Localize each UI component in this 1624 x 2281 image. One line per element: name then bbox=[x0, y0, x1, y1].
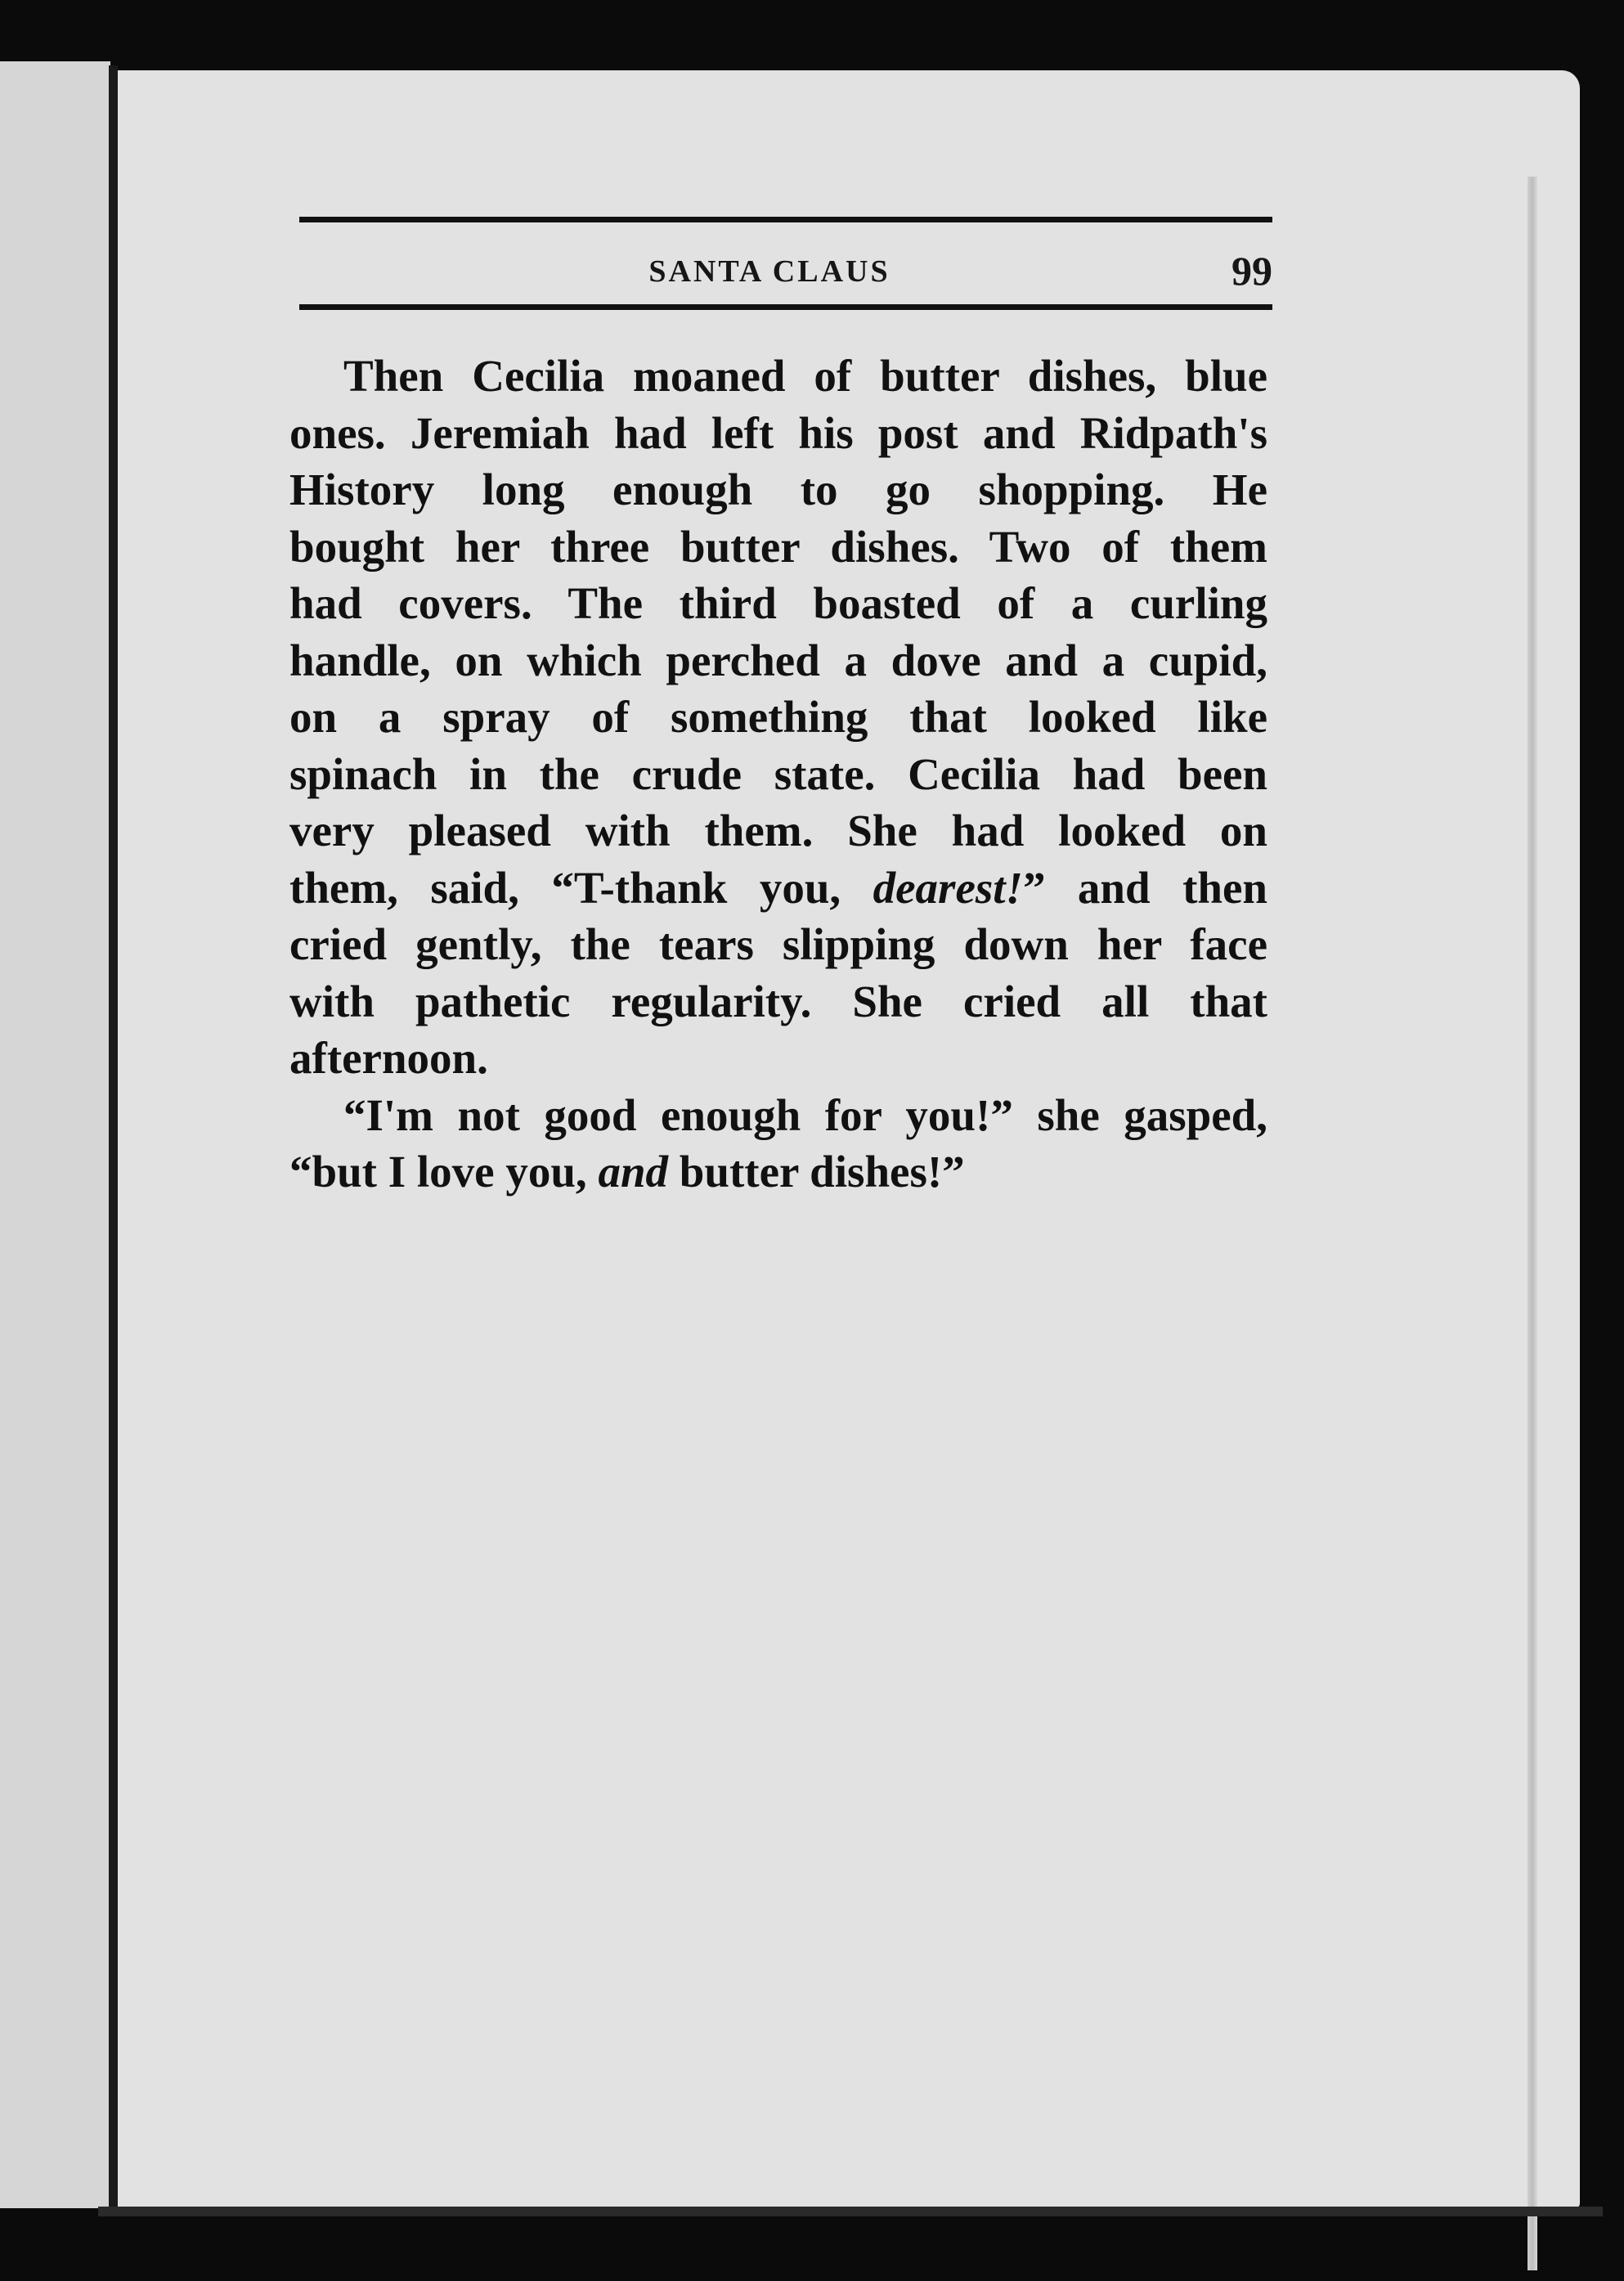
running-title: SANTA CLAUS bbox=[648, 254, 891, 289]
paragraph-1 bbox=[289, 348, 1267, 1087]
text-line: History long enough to go shopping. He bbox=[289, 465, 1267, 514]
text-line: ones. Jeremiah had left his post and Ridpath's bbox=[289, 407, 1267, 458]
text-segment: “but I love you, bbox=[289, 1147, 599, 1197]
text-line: “I'm not good enough for you!” she gasped, bbox=[343, 1089, 1267, 1140]
text-line: spinach in the crude state. Cecilia had been bbox=[289, 748, 1267, 799]
text-line: with pathetic regularity. She cried all that bbox=[289, 976, 1267, 1026]
text-segment: butter dishes!” bbox=[668, 1147, 965, 1197]
running-header bbox=[299, 245, 1272, 303]
text-segment: ” and then bbox=[1022, 862, 1267, 913]
page-stack-edge bbox=[1528, 177, 1537, 2270]
body-text bbox=[289, 348, 1267, 1201]
page-number: 99 bbox=[1231, 248, 1272, 294]
text-line: handle, on which perched a dove and a cupid, bbox=[289, 635, 1267, 685]
header-rule-bottom bbox=[299, 304, 1272, 310]
text-line: Then Cecilia moaned of butter dishes, blue bbox=[343, 351, 1267, 401]
facing-page-edge bbox=[0, 61, 110, 2208]
italic-segment: and bbox=[598, 1147, 669, 1197]
page-bottom-shadow bbox=[98, 2207, 1603, 2216]
text-line: on a spray of something that looked like bbox=[289, 692, 1267, 742]
text-line: cried gently, the tears slipping down her face bbox=[289, 919, 1267, 969]
text-segment: them, said, “T-thank you, bbox=[289, 862, 873, 913]
text-line: bought her three butter dishes. Two of them bbox=[289, 521, 1267, 572]
paragraph-2 bbox=[289, 1087, 1267, 1201]
text-line bbox=[289, 1143, 1267, 1201]
text-line: had covers. The third boasted of a curling bbox=[289, 578, 1267, 628]
text-line bbox=[289, 860, 1267, 917]
book-gutter bbox=[109, 65, 118, 2212]
text-line: very pleased with them. She had looked on bbox=[289, 806, 1267, 855]
text-line: afternoon. bbox=[289, 1033, 488, 1083]
italic-segment: dearest! bbox=[873, 862, 1023, 913]
header-rule-top bbox=[299, 217, 1272, 222]
